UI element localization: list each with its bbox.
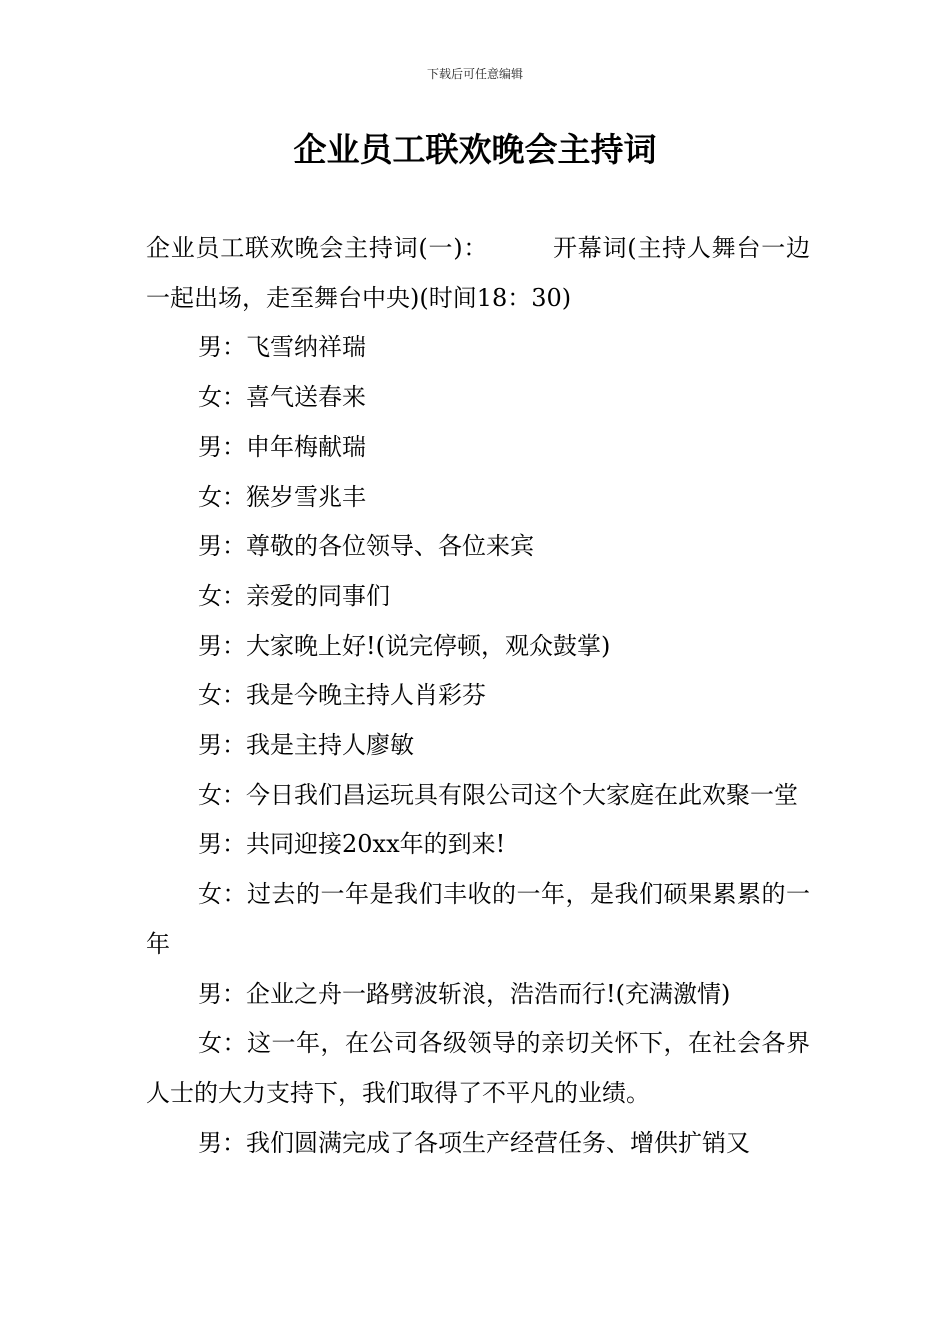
dialogue-line: 女：过去的一年是我们丰收的一年，是我们硕果累累的一年	[146, 880, 810, 958]
dialogue-line: 女：今日我们昌运玩具有限公司这个大家庭在此欢聚一堂	[198, 780, 798, 809]
dialogue-line: 男：企业之舟一路劈波斩浪，浩浩而行!(充满激情)	[198, 979, 731, 1008]
intro-paragraph	[146, 224, 810, 323]
intro-rest: 开幕词(主持人舞台一边一起出场，走至舞台中央)(时间18：30)	[146, 234, 810, 312]
dialogue-line: 男：大家晚上好!(说完停顿，观众鼓掌)	[198, 631, 611, 660]
document-title: 企业员工联欢晚会主持词	[293, 130, 657, 169]
dialogue-line: 女：我是今晚主持人肖彩芬	[198, 681, 486, 710]
dialogue-line: 男：申年梅献瑞	[198, 432, 366, 461]
dialogue-line: 男：飞雪纳祥瑞	[198, 333, 366, 362]
dialogue-line: 女：亲爱的同事们	[198, 581, 390, 610]
intro-lead: 企业员工联欢晚会主持词(一)：	[146, 234, 489, 262]
dialogue-line: 女：猴岁雪兆丰	[198, 482, 366, 511]
dialogue-line: 女：喜气送春来	[198, 383, 366, 412]
dialogue-line: 男：我是主持人廖敏	[198, 731, 414, 760]
document-body	[146, 224, 810, 1168]
header-note: 下载后可任意编辑	[426, 67, 523, 81]
dialogue-line: 男：共同迎接20xx年的到来!	[198, 830, 506, 859]
dialogue-line: 男：尊敬的各位领导、各位来宾	[198, 532, 534, 561]
dialogue-line: 女：这一年，在公司各级领导的亲切关怀下，在社会各界人士的大力支持下，我们取得了不平凡的业绩。	[146, 1029, 810, 1107]
dialogue-line: 男：我们圆满完成了各项生产经营任务、增供扩销又	[198, 1128, 750, 1157]
